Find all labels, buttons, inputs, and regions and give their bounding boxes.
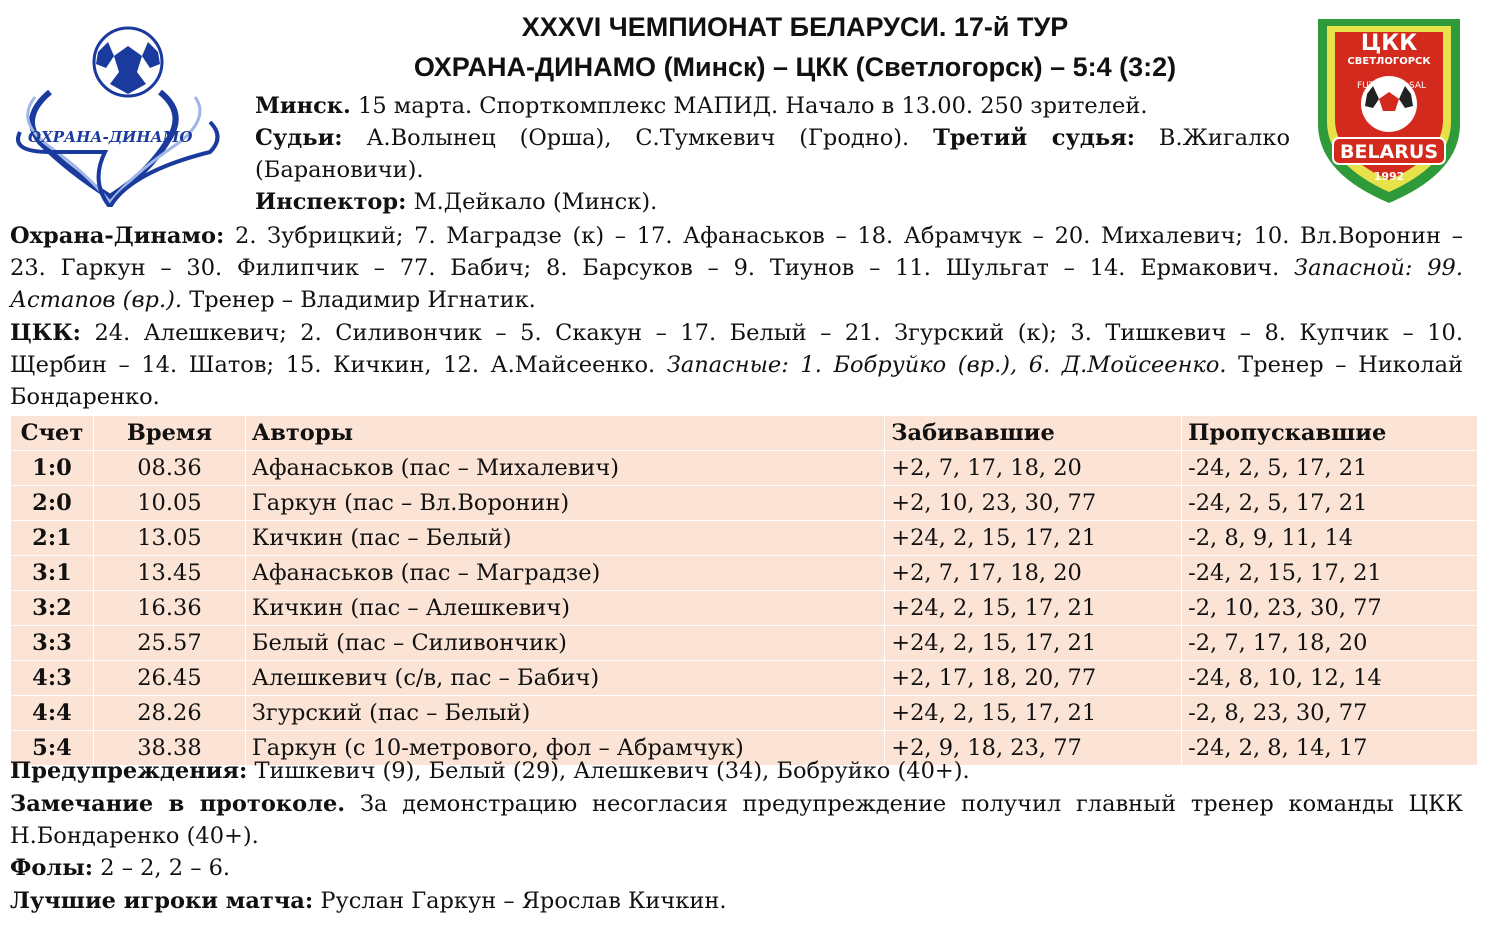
home-lineup-line3 — [10, 284, 536, 316]
away-lineup-label: ЦКК: — [10, 320, 81, 346]
venue-line — [255, 90, 1147, 122]
best-players-text: Руслан Гаркун – Ярослав Кичкин. — [320, 888, 727, 914]
home-lineup-text1: 2. Зубрицкий; 7. Маградзе (к) – 17. Афанаськов – 18. Абрамчук – 20. Михалевич; 10. Вл.Воронин – — [235, 223, 1463, 249]
goal-conceded: -2, 8, 9, 11, 14 — [1182, 521, 1478, 556]
away-lineup-line2 — [10, 349, 1463, 381]
goal-score: 4:4 — [11, 696, 94, 731]
goal-time: 38.38 — [93, 731, 245, 766]
goal-scored: +24, 2, 15, 17, 21 — [885, 591, 1182, 626]
goal-author: Гаркун (пас – Вл.Воронин) — [245, 486, 884, 521]
referees-label: Судьи: — [255, 125, 343, 151]
goal-score: 3:2 — [11, 591, 94, 626]
goal-time: 13.45 — [93, 556, 245, 591]
goal-row — [11, 556, 1478, 591]
best-players-label: Лучшие игроки матча: — [10, 888, 314, 914]
goal-score: 2:1 — [11, 521, 94, 556]
goal-row — [11, 661, 1478, 696]
goal-time: 25.57 — [93, 626, 245, 661]
home-lineup-label: Охрана-Динамо: — [10, 223, 225, 249]
goal-conceded: -24, 8, 10, 12, 14 — [1182, 661, 1478, 696]
goal-time: 28.26 — [93, 696, 245, 731]
venue-text: 15 марта. Спорткомплекс МАПИД. Начало в 13.00. 250 зрителей. — [358, 93, 1148, 119]
goal-row — [11, 591, 1478, 626]
goal-row — [11, 696, 1478, 731]
goal-time: 08.36 — [93, 451, 245, 486]
goal-author: Гаркун (с 10-метрового, фол – Абрамчук) — [245, 731, 884, 766]
home-sub-label: Запасной: 99. — [1294, 255, 1463, 281]
third-referee-city: (Барановичи). — [255, 157, 424, 183]
fouls-label: Фолы: — [10, 855, 94, 881]
goals-header-row — [11, 416, 1478, 451]
inspector-text: М.Дейкало (Минск). — [413, 189, 658, 215]
referees-text: А.Волынец (Орша), С.Тумкевич (Гродно). — [366, 125, 910, 151]
inspector-label: Инспектор: — [255, 189, 407, 215]
match-title: ОХРАНА-ДИНАМО (Минск) – ЦКК (Светлогорск) – 5:4 (3:2) — [413, 52, 1177, 82]
third-referee-text: В.Жигалко — [1158, 125, 1290, 151]
goal-scored: +24, 2, 15, 17, 21 — [885, 521, 1182, 556]
right-logo-fut: FUT — [1357, 81, 1375, 91]
goal-score: 4:3 — [11, 661, 94, 696]
third-referee-label: Третий судья: — [933, 125, 1136, 151]
goal-conceded: -24, 2, 5, 17, 21 — [1182, 486, 1478, 521]
away-lineup-line1 — [10, 317, 1463, 349]
goal-row — [11, 626, 1478, 661]
okhrana-dinamo-logo — [10, 22, 240, 207]
warnings-label: Предупреждения: — [10, 758, 248, 784]
right-logo-country: BELARUS — [1339, 141, 1439, 163]
goal-row — [11, 451, 1478, 486]
goal-author: Афанаськов (пас – Михалевич) — [245, 451, 884, 486]
goal-scored: +2, 7, 17, 18, 20 — [885, 556, 1182, 591]
goal-scored: +2, 9, 18, 23, 77 — [885, 731, 1182, 766]
away-lineup-line3: Бондаренко. — [10, 384, 160, 410]
away-coach: Тренер – Николай — [1238, 352, 1463, 378]
goal-conceded: -24, 2, 8, 14, 17 — [1182, 731, 1478, 766]
home-lineup-line1 — [10, 220, 1463, 252]
page-title: XXXVI ЧЕМПИОНАТ БЕЛАРУСИ. 17-й ТУР — [521, 12, 1069, 42]
note-line2: Н.Бондаренко (40+). — [10, 823, 259, 849]
goal-scored: +2, 17, 18, 20, 77 — [885, 661, 1182, 696]
right-logo-title: ЦКК — [1360, 31, 1418, 56]
goal-author: Алешкевич (с/в, пас – Бабич) — [245, 661, 884, 696]
away-subs: Запасные: 1. Бобруйко (вр.), 6. Д.Мойсеенко. — [666, 352, 1227, 378]
goal-time: 10.05 — [93, 486, 245, 521]
right-logo-city: СВЕТЛОГОРСК — [1347, 56, 1431, 67]
note-label: Замечание в протоколе. — [10, 791, 346, 817]
ckk-logo — [1313, 14, 1465, 208]
goal-author: Згурский (пас – Белый) — [245, 696, 884, 731]
goal-author: Белый (пас – Силивончик) — [245, 626, 884, 661]
warnings-line — [10, 755, 970, 787]
header-authors: Авторы — [245, 416, 884, 451]
goal-conceded: -2, 8, 23, 30, 77 — [1182, 696, 1478, 731]
goal-time: 26.45 — [93, 661, 245, 696]
referees-line — [255, 122, 1290, 154]
goal-score: 3:1 — [11, 556, 94, 591]
fouls-text: 2 – 2, 2 – 6. — [100, 855, 231, 881]
goal-scored: +2, 10, 23, 30, 77 — [885, 486, 1182, 521]
home-coach: Тренер – Владимир Игнатик. — [189, 287, 536, 313]
home-lineup-line2 — [10, 252, 1463, 284]
goal-score: 3:3 — [11, 626, 94, 661]
goal-scored: +2, 7, 17, 18, 20 — [885, 451, 1182, 486]
goal-author: Афанаськов (пас – Маградзе) — [245, 556, 884, 591]
goal-conceded: -2, 7, 17, 18, 20 — [1182, 626, 1478, 661]
goals-table — [10, 415, 1478, 766]
warnings-text: Тишкевич (9), Белый (29), Алешкевич (34), Бобруйко (40+). — [254, 758, 970, 784]
goal-scored: +24, 2, 15, 17, 21 — [885, 626, 1182, 661]
goal-score: 5:4 — [11, 731, 94, 766]
left-logo-text: ОХРАНА-ДИНАМО — [28, 128, 193, 146]
goal-row — [11, 521, 1478, 556]
goal-row — [11, 486, 1478, 521]
goal-conceded: -2, 10, 23, 30, 77 — [1182, 591, 1478, 626]
header-conceded: Пропускавшие — [1182, 416, 1478, 451]
goal-author: Кичкин (пас – Белый) — [245, 521, 884, 556]
home-sub-name: Астапов (вр.). — [10, 287, 183, 313]
header-score: Счет — [11, 416, 94, 451]
goal-time: 16.36 — [93, 591, 245, 626]
goal-conceded: -24, 2, 5, 17, 21 — [1182, 451, 1478, 486]
goal-score: 1:0 — [11, 451, 94, 486]
header-scored: Забивавшие — [885, 416, 1182, 451]
goal-author: Кичкин (пас – Алешкевич) — [245, 591, 884, 626]
right-logo-year: 1992 — [1373, 170, 1405, 183]
goal-time: 13.05 — [93, 521, 245, 556]
goal-conceded: -24, 2, 15, 17, 21 — [1182, 556, 1478, 591]
note-text: За демонстрацию несогласия предупреждение получил главный тренер команды ЦКК — [359, 791, 1463, 817]
away-lineup-text2: Щербин – 14. Шатов; 15. Кичкин, 12. А.Майсеенко. — [10, 352, 656, 378]
note-line — [10, 788, 1463, 820]
venue-label: Минск. — [255, 93, 351, 119]
fouls-line — [10, 852, 230, 884]
goal-score: 2:0 — [11, 486, 94, 521]
best-players-line — [10, 885, 727, 917]
goal-scored: +24, 2, 15, 17, 21 — [885, 696, 1182, 731]
header-time: Время — [93, 416, 245, 451]
away-lineup-text1: 24. Алешкевич; 2. Силивончик – 5. Скакун – 17. Белый – 21. Згурский (к); 3. Тишкевич – 8. Купчик – 10. — [94, 320, 1464, 346]
inspector-line — [255, 186, 657, 218]
home-lineup-text2: 23. Гаркун – 30. Филипчик – 77. Бабич; 8. Барсуков – 9. Тиунов – 11. Шульгат – 14. Ермакович. — [10, 255, 1280, 281]
right-logo-sal: SAL — [1409, 81, 1427, 91]
